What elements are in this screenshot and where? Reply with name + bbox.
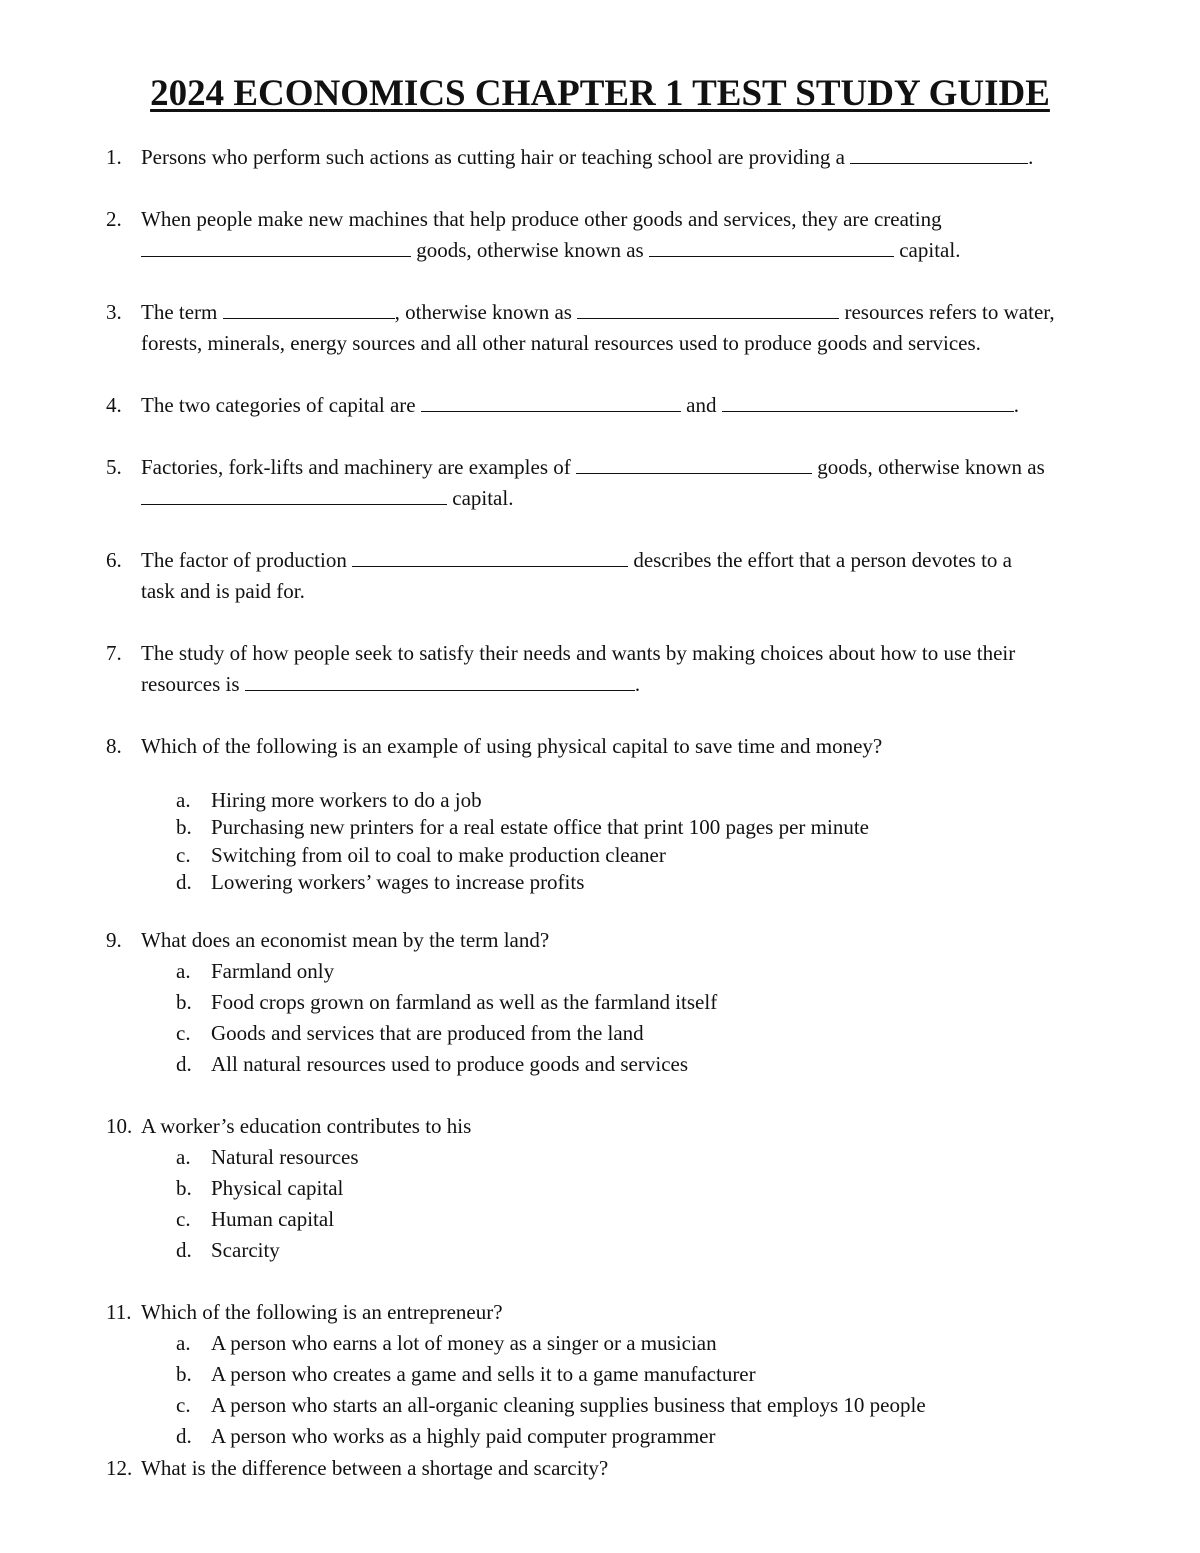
- question-number: 7.: [106, 641, 122, 665]
- question-6-line-1: [141, 548, 1012, 572]
- question-text: Which of the following is an entrepreneur?: [141, 1300, 503, 1324]
- option-letter: a.: [176, 1145, 191, 1169]
- question-text: Which of the following is an example of using physical capital to save time and money?: [141, 734, 883, 758]
- question-text: resources is: [141, 672, 245, 696]
- answer-blank: [722, 393, 1014, 412]
- question-number: 2.: [106, 207, 122, 231]
- question-3-line-2: [141, 331, 981, 355]
- question-5-line-1: [141, 455, 1045, 479]
- question-text: Factories, fork-lifts and machinery are examples of: [141, 455, 577, 479]
- question-2-line-1: [141, 207, 942, 231]
- question-7-line-2: [141, 672, 640, 696]
- question-text: When people make new machines that help produce other goods and services, they are creating: [141, 207, 942, 231]
- question-text: , otherwise known as: [394, 300, 578, 324]
- question-1-line-1: [141, 145, 1033, 169]
- question-3-line-1: [141, 300, 1055, 324]
- option-text: A person who starts an all-organic cleaning supplies business that employs 10 people: [211, 1393, 926, 1417]
- answer-blank: [850, 145, 1028, 164]
- option-text: Natural resources: [211, 1145, 359, 1169]
- question-text: task and is paid for.: [141, 579, 305, 603]
- answer-blank: [577, 300, 839, 319]
- question-7-line-1: [141, 641, 1015, 665]
- question-number: 4.: [106, 393, 122, 417]
- option-letter: c.: [176, 1393, 191, 1417]
- question-number: 6.: [106, 548, 122, 572]
- option-text: Switching from oil to coal to make production cleaner: [211, 843, 666, 867]
- question-number: 1.: [106, 145, 122, 169]
- answer-blank: [352, 548, 628, 567]
- answer-blank: [245, 672, 635, 691]
- option-letter: d.: [176, 1238, 192, 1262]
- page-title: 2024 ECONOMICS CHAPTER 1 TEST STUDY GUIDE: [150, 73, 1050, 114]
- question-text: What does an economist mean by the term land?: [141, 928, 550, 952]
- option-text: Goods and services that are produced from the land: [211, 1021, 644, 1045]
- option-text: A person who works as a highly paid computer programmer: [211, 1424, 716, 1448]
- question-text: A worker’s education contributes to his: [141, 1114, 472, 1138]
- option-text: A person who earns a lot of money as a singer or a musician: [211, 1331, 717, 1355]
- option-letter: c.: [176, 1207, 191, 1231]
- option-letter: c.: [176, 843, 191, 867]
- option-letter: b.: [176, 1362, 192, 1386]
- option-letter: a.: [176, 1331, 191, 1355]
- question-number: 5.: [106, 455, 122, 479]
- question-text: What is the difference between a shortage and scarcity?: [141, 1456, 609, 1480]
- question-number: 11.: [106, 1300, 132, 1324]
- answer-blank: [223, 300, 395, 319]
- question-text: goods, otherwise known as: [411, 238, 649, 262]
- option-letter: d.: [176, 870, 192, 894]
- answer-blank: [421, 393, 681, 412]
- question-number: 8.: [106, 734, 122, 758]
- question-text: The two categories of capital are: [141, 393, 421, 417]
- option-letter: b.: [176, 815, 192, 839]
- option-letter: a.: [176, 959, 191, 983]
- answer-blank: [576, 455, 812, 474]
- question-4-line-1: [141, 393, 1019, 417]
- answer-blank: [141, 238, 411, 257]
- question-6-line-2: [141, 579, 305, 603]
- option-letter: c.: [176, 1021, 191, 1045]
- question-text: .: [634, 672, 641, 696]
- option-letter: b.: [176, 990, 192, 1014]
- option-text: A person who creates a game and sells it to a game manufacturer: [211, 1362, 756, 1386]
- answer-blank: [649, 238, 894, 257]
- question-text: .: [1013, 393, 1019, 417]
- question-text: The study of how people seek to satisfy their needs and wants by making choices about how to use their: [141, 641, 1016, 665]
- question-2-line-2: [141, 238, 960, 262]
- option-text: Hiring more workers to do a job: [211, 788, 482, 812]
- question-text: forests, minerals, energy sources and all other natural resources used to produce goods and services.: [141, 331, 981, 355]
- question-text: The factor of production: [141, 548, 353, 572]
- answer-blank: [141, 486, 447, 505]
- option-text: Food crops grown on farmland as well as the farmland itself: [211, 990, 718, 1014]
- question-text: and: [680, 393, 722, 417]
- question-text: capital.: [447, 486, 514, 510]
- question-number: 3.: [106, 300, 122, 324]
- question-number: 10.: [106, 1114, 133, 1138]
- question-text: goods, otherwise known as: [812, 455, 1045, 479]
- option-letter: a.: [176, 788, 191, 812]
- option-text: Human capital: [211, 1207, 335, 1231]
- option-letter: d.: [176, 1424, 192, 1448]
- option-letter: d.: [176, 1052, 192, 1076]
- question-5-line-2: [141, 486, 513, 510]
- question-text: Persons who perform such actions as cutting hair or teaching school are providing a: [141, 145, 851, 169]
- question-text: describes the effort that a person devotes to a: [628, 548, 1012, 572]
- option-text: Farmland only: [211, 959, 335, 983]
- question-text: resources refers to water,: [839, 300, 1055, 324]
- option-text: All natural resources used to produce goods and services: [211, 1052, 689, 1076]
- question-text: The term: [141, 300, 223, 324]
- question-number: 9.: [106, 928, 122, 952]
- question-text: capital.: [893, 238, 961, 262]
- question-text: .: [1028, 145, 1034, 169]
- option-text: Physical capital: [211, 1176, 344, 1200]
- option-text: Purchasing new printers for a real estate office that print 100 pages per minute: [211, 815, 869, 839]
- option-text: Scarcity: [211, 1238, 280, 1262]
- option-letter: b.: [176, 1176, 192, 1200]
- question-number: 12.: [106, 1456, 133, 1480]
- option-text: Lowering workers’ wages to increase profits: [211, 870, 585, 894]
